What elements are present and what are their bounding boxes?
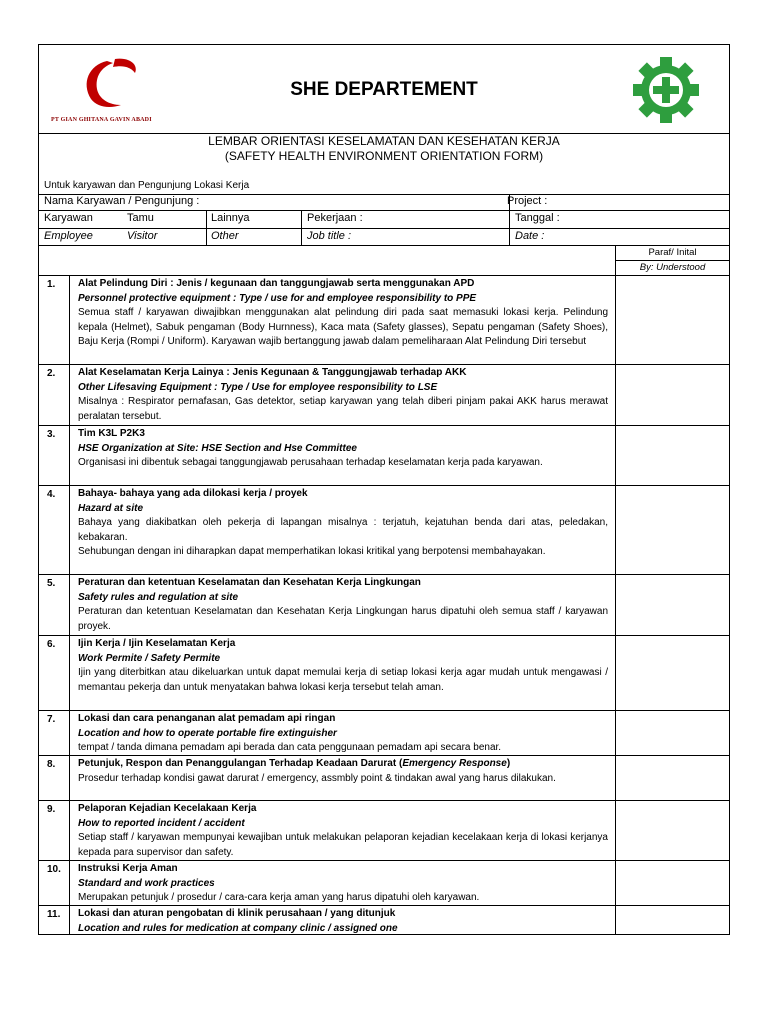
tamu-option[interactable]: Tamu: [127, 212, 154, 224]
department-title: SHE DEPARTEMENT: [290, 79, 478, 100]
checklist-item-emergency: Petunjuk, Respon dan Penanggulangan Terhadap Keadaan Darurat (Emergency Response) Prosedur terhadap kondisi gawat darurat / emergency, assmbly point & tindakan awal yang harus dilakukan.: [78, 758, 556, 784]
form-title: [39, 134, 729, 164]
paraf-header: Paraf/ Inital: [648, 247, 697, 258]
form-header: [39, 45, 729, 134]
company-logo: PT GIAN GHITANA GAVIN ABADI: [47, 55, 157, 125]
form-subtitle: Untuk karyawan dan Pengunjung Lokasi Kerja: [44, 180, 250, 191]
orientation-form: [38, 44, 730, 935]
lainnya-option[interactable]: Lainnya: [211, 212, 250, 224]
tanggal-label: Tanggal :: [515, 212, 560, 224]
item-number: 6.: [47, 639, 56, 650]
date-label: Date :: [515, 230, 545, 242]
understood-header: By: Understood: [639, 262, 706, 273]
item-number: 8.: [47, 759, 56, 770]
checklist-item-k3l: Tim K3L P2K3 HSE Organization at Site: HSE Section and Hse Committee Organisasi ini dibentuk sebagai tanggungjawab perusahaan terhadap keselamatan kerja pada karyawan.: [78, 428, 543, 468]
checklist-item-hazard: Bahaya- bahaya yang ada dilokasi kerja / proyek Hazard at site Bahaya yang diakibatkan oleh pekerja di lapangan misalnya : terjatuh, kejatuhan benda dari atas, peledakan, kebakaran. Sehubungan dengan ini diharapkan dapat memperhatikan lokasi kritikal yang berpotensi membahayakan.: [78, 488, 608, 557]
item-number: 10.: [47, 864, 61, 875]
checklist-item-akk: Alat Keselamatan Kerja Lainya : Jenis Kegunaan & Tanggungjawab terhadap AKK Other Lifesaving Equipment : Type / Use for employee responsibility to LSE Misalnya : Respirator pernafasan, Gas detektor, setiap karyawan yang telah diberi pinjam pakai AKK harus merawat peralatan tersebut.: [78, 367, 608, 422]
other-label: Other: [211, 230, 239, 242]
item-number: 5.: [47, 578, 56, 589]
item-number: 9.: [47, 804, 56, 815]
job-title-label: Job title :: [307, 230, 352, 242]
form-title-en: (SAFETY HEALTH ENVIRONMENT ORIENTATION FORM): [224, 149, 544, 163]
name-label: Nama Karyawan / Pengunjung :: [44, 195, 200, 207]
item-number: 11.: [47, 909, 61, 920]
item-number: 4.: [47, 489, 56, 500]
checklist-item-incident: Pelaporan Kejadian Kecelakaan Kerja How to reported incident / accident Setiap staff / karyawan mempunyai kewajiban untuk melakukan pelaporan kejadian kecelakaan kerja di lokasi kerjanya kepada para supervisor dan safety.: [78, 803, 608, 858]
checklist-item-work-instruction: Instruksi Kerja Aman Standard and work practices Merupakan petunjuk / prosedur / cara-cara kerja aman yang harus dipatuhi oleh karyawan.: [78, 863, 480, 903]
item-number: 1.: [47, 279, 56, 290]
item-number: 2.: [47, 368, 56, 379]
employee-label: Employee: [44, 230, 93, 242]
checklist-item-apd: Alat Pelindung Diri : Jenis / kegunaan dan tanggungjawab serta menggunakan APD Personnel protective equipment : Type / use for and employee responsibility to PPE Semua staff / karyawan diwajibkan menggunakan alat pelindung diri pada saat memasuki lokasi kerja. Pelindung kepala (Helmet), Sabuk pengaman (Body Hurnness), Kaca mata (Safety glasses), Sepatu pengaman (Safety Shoes), Baju Kerja (Rompi / Uniform). Karyawan wajib bertanggung jawab dalam pemeliharaan Alat Pelindung Diri tersebut: [78, 278, 608, 347]
checklist-item-fire: Lokasi dan cara penanganan alat pemadam api ringan Location and how to operate portable fire extinguisher tempat / tanda dimana pemadam api berada dan cata penggunaan pemadam api secara benar.: [78, 713, 502, 753]
checklist-item-clinic: Lokasi dan aturan pengobatan di klinik perusahaan / yang ditunjuk Location and rules for medication at company clinic / assigned one: [78, 908, 398, 934]
item-number: 7.: [47, 714, 56, 725]
project-label: Project :: [507, 195, 548, 207]
karyawan-option[interactable]: Karyawan: [44, 212, 93, 224]
safety-gear-cross-icon: [631, 55, 701, 125]
checklist-item-permit: Ijin Kerja / Ijin Keselamatan Kerja Work Permite / Safety Permite Ijin yang diterbitkan atau dikeluarkan untuk dapat memulai kerja di setiap lokasi kerja agar mudah untuk mengawasi / memantau pekerja dan untuk menyatakan bahwa lokasi kerja tersebut telah aman.: [78, 638, 608, 693]
checklist-item-rules: Peraturan dan ketentuan Keselamatan dan Kesehatan Kerja Lingkungan Safety rules and regulation at site Peraturan dan ketentuan Keselamatan dan Kesehatan Kerja Lingkungan harus dipatuhi oleh semua staff / karyawan proyek.: [78, 577, 608, 632]
item-number: 3.: [47, 429, 56, 440]
pekerjaan-label: Pekerjaan :: [307, 212, 363, 224]
form-title-id: LEMBAR ORIENTASI KESELAMATAN DAN KESEHATAN KERJA: [208, 134, 560, 148]
visitor-label: Visitor: [127, 230, 158, 242]
